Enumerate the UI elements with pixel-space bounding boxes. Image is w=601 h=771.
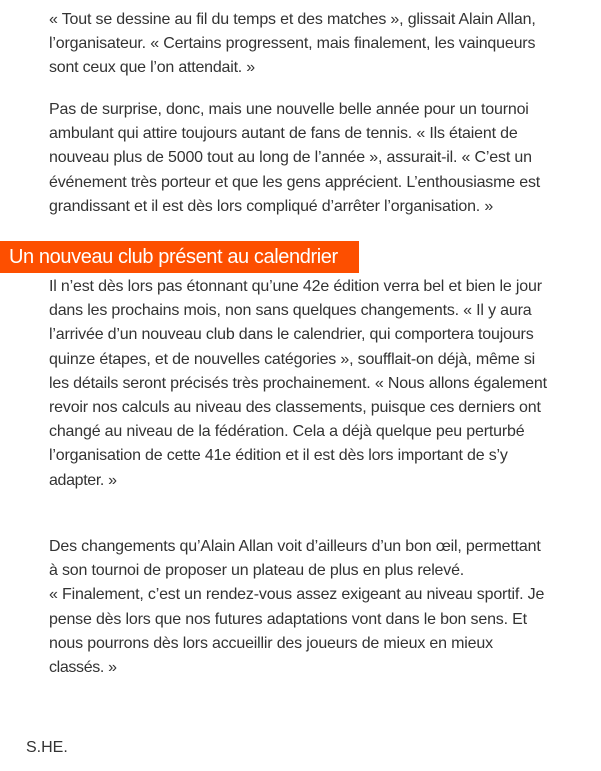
- paragraph-line: l’organisation de cette 41e édition et il est dès lors important de s’y: [49, 447, 508, 465]
- paragraph-line: les détails seront précisés très prochainement. « Nous allons également: [49, 374, 547, 392]
- paragraph-line: Il n’est dès lors pas étonnant qu’une 42e édition verra bel et bien le jour: [49, 278, 542, 295]
- paragraph-line: pense dès lors que nos futures adaptations vont dans le bon sens. Et: [49, 610, 527, 628]
- author-signature: S.HE.: [26, 739, 68, 756]
- paragraph-line: événement très porteur et que les gens apprécient. L’enthousiasme est: [49, 173, 541, 191]
- paragraph-line: nouveau plus de 5000 tout au long de l’année », assurait-il. « C’est un: [49, 149, 532, 167]
- paragraph-line: changé au niveau de la fédération. Cela a déjà quelque peu perturbé: [49, 423, 525, 441]
- paragraph-line: classés. »: [49, 659, 117, 677]
- paragraph-line: adapter. »: [49, 471, 117, 489]
- paragraph-line: « Tout se dessine au fil du temps et des matches », glissait Alain Allan,: [49, 11, 536, 28]
- paragraph-line: dans les prochains mois, non sans quelques changements. « Il y aura: [49, 302, 532, 320]
- subheading-accent: [357, 241, 359, 273]
- paragraph-line: revoir nos calculs au niveau des classements, puisque ces derniers ont: [49, 399, 541, 417]
- paragraph-line: quinze étapes, et de nouvelles catégories », soufflait-on déjà, même si: [49, 350, 536, 368]
- section-subheading: [0, 241, 357, 273]
- paragraph-line: Des changements qu’Alain Allan voit d’ailleurs d’un bon œil, permettant: [49, 538, 541, 555]
- paragraph-new-club: [49, 275, 601, 493]
- paragraph-quote-organizer: [49, 8, 601, 81]
- paragraph-tournament-attendance: [49, 98, 601, 219]
- paragraph-line: à son tournoi de proposer un plateau de plus en plus relevé.: [49, 562, 465, 580]
- paragraph-line: grandissant et il est dès lors compliqué d’arrêter l’organisation. »: [49, 197, 494, 215]
- paragraph-line: l’arrivée d’un nouveau club dans le calendrier, qui comportera toujours: [49, 326, 534, 344]
- paragraph-line: l’organisateur. « Certains progressent, mais finalement, les vainqueurs: [49, 35, 536, 53]
- subheading-text: Un nouveau club présent au calendrier: [9, 246, 338, 268]
- paragraph-line: sont ceux que l’on attendait. »: [49, 59, 255, 77]
- paragraph-line: nous pourrons dès lors accueillir des joueurs de mieux en mieux: [49, 634, 493, 652]
- paragraph-changes: [49, 535, 601, 680]
- paragraph-line: « Finalement, c’est un rendez-vous assez exigeant au niveau sportif. Je: [49, 586, 545, 604]
- paragraph-line: Pas de surprise, donc, mais une nouvelle belle année pour un tournoi: [49, 101, 529, 118]
- paragraph-line: ambulant qui attire toujours autant de fans de tennis. « Ils étaient de: [49, 125, 518, 143]
